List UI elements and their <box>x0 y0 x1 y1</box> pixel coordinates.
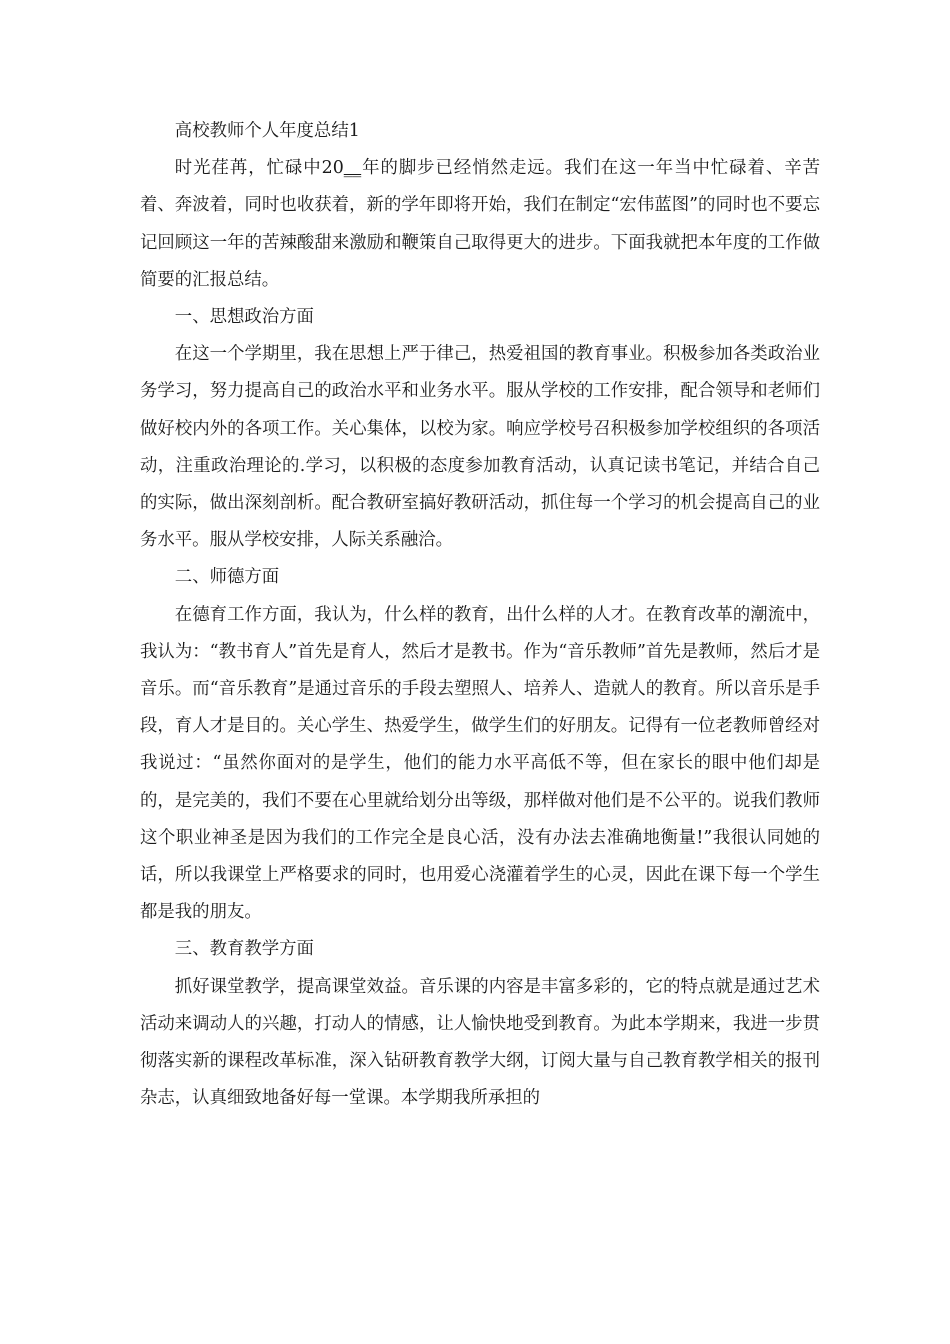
section-body-teaching: 抓好课堂教学，提高课堂效益。音乐课的内容是丰富多彩的，它的特点就是通过艺术活动来调动人的兴趣，打动人的情感，让人愉快地受到教育。为此本学期来，我进一步贯彻落实新的课程改革标准，深入钻研教育教学大纲，订阅大量与自己教育教学相关的报刊杂志，认真细致地备好每一堂课。本学期我所承担的 <box>140 976 820 1109</box>
section-body-ethics: 在德育工作方面，我认为，什么样的教育，出什么样的人才。在教育改革的潮流中，我认为：“教书育人”首先是育人，然后才是教书。作为“音乐教师”首先是教师，然后才是音乐。而“音乐教育”是通过音乐的手段去塑照人、培养人、造就人的教育。所以音乐是手段，育人才是目的。关心学生、热爱学生，做学生们的好朋友。记得有一位老教师曾经对我说过：“虽然你面对的是学生，他们的能力水平高低不等，但在家长的眼中他们却是的，是完美的，我们不要在心里就给划分出等级，那样做对他们是不公平的。说我们教师这个职业神圣是因为我们的工作完全是良心活，没有办法去准确地衡量!”我很认同她的话，所以我课堂上严格要求的同时，也用爱心浇灌着学生的心灵，因此在课下每一个学生都是我的朋友。 <box>140 604 820 923</box>
intro-text-rest: 年的脚步已经悄然走远。我们在这一年当中忙碌着、辛苦着、奔波着，同时也收获着，新的学年即将开始，我们在制定“宏伟蓝图”的同时也不要忘记回顾这一年的苦辣酸甜来激励和鞭策自己取得更大的进步。下面我就把本年度的工作做简要的汇报总结。 <box>140 158 820 290</box>
intro-paragraph <box>140 150 820 299</box>
document-body <box>140 113 820 1117</box>
section-heading-ethics: 二、师德方面 <box>174 567 280 588</box>
section-heading-politics: 一、思想政治方面 <box>174 307 314 328</box>
intro-text-start: 时光荏苒，忙碌中20 <box>174 158 344 179</box>
section-body-politics: 在这一个学期里，我在思想上严于律己，热爱祖国的教育事业。积极参加各类政治业务学习，努力提高自己的政治水平和业务水平。服从学校的工作安排，配合领导和老师们做好校内外的各项工作。关心集体，以校为家。响应学校号召积极参加学校组织的各项活动，注重政治理论的.学习，以积极的态度参加教育活动，认真记读书笔记，并结合自己的实际，做出深刻剖析。配合教研室搞好教研活动，抓住每一个学习的机会提高自己的业务水平。服从学校安排，人际关系融洽。 <box>140 344 820 551</box>
document-title: 高校教师个人年度总结1 <box>174 121 360 141</box>
year-blank: __ <box>343 158 362 179</box>
section-heading-teaching: 三、教育教学方面 <box>174 939 314 960</box>
